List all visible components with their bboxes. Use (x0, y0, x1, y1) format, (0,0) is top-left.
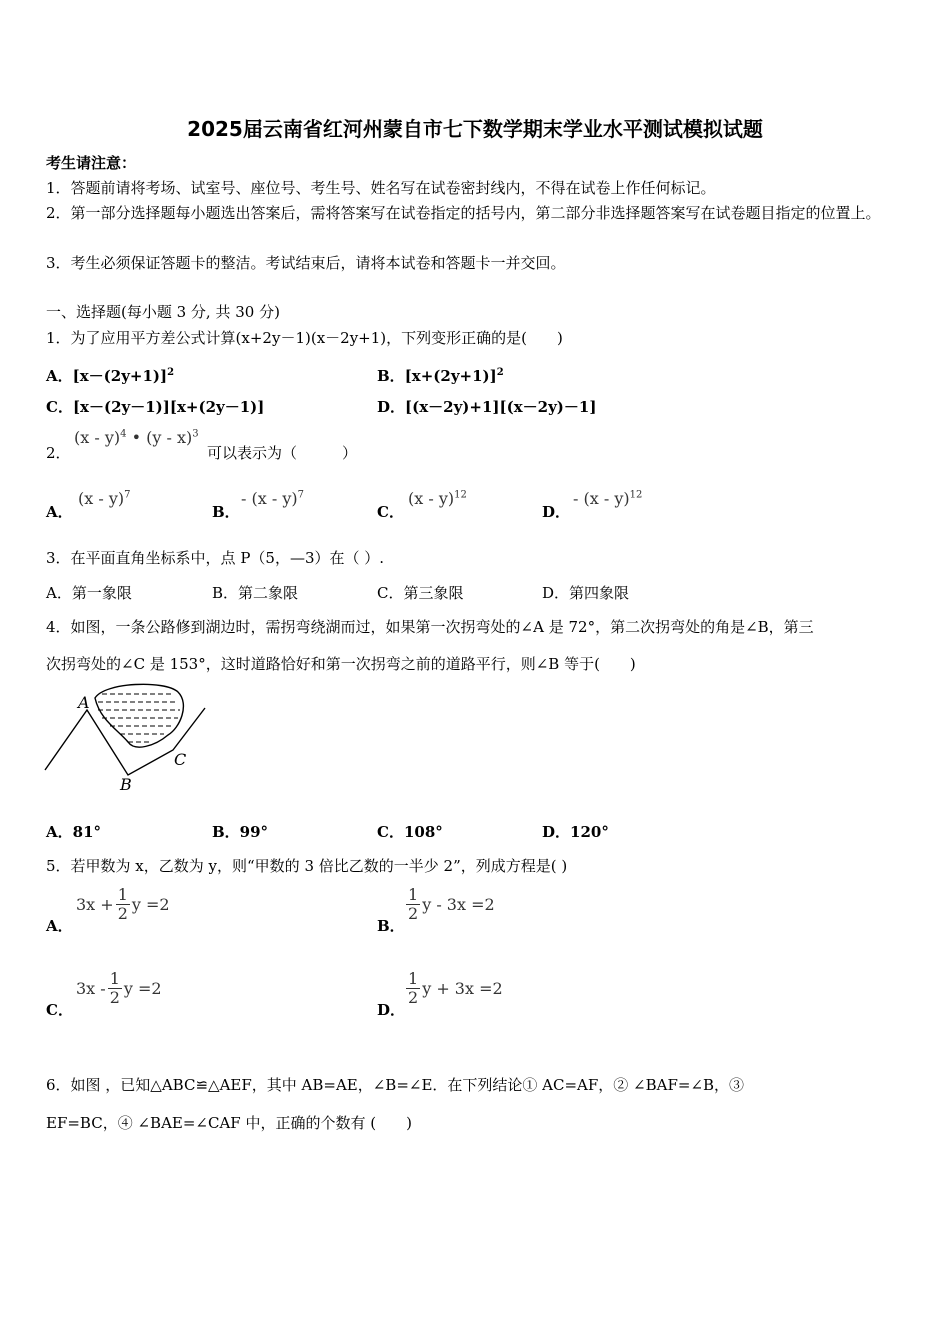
q3-option-b: B．第二象限 (212, 584, 299, 602)
notice-item-1: 1．答题前请将考场、试室号、座位号、考生号、姓名写在试卷密封线内，不得在试卷上作任何标记。 (46, 179, 716, 197)
q2-expression: (x - y)$^4$ • (y - x)$^3$ (74, 428, 199, 447)
q4-line-1: 4．如图，一条公路修到湖边时，需拐弯绕湖而过，如果第一次拐弯处的∠A 是 72°，第二次拐弯处的角是∠B，第三 (46, 618, 814, 636)
q2-label-d: D． (542, 503, 571, 521)
q6-line-1: 6．如图 ，已知△ABC≌△AEF，其中 AB=AE，∠B=∠E．在下列结论① AC=AF，② ∠BAF=∠B，③ (46, 1076, 745, 1094)
q2-label-b: B． (212, 503, 240, 521)
label-a: A (78, 693, 90, 712)
q1-option-c: C．[x－(2y－1)][x+(2y－1)] (46, 398, 265, 416)
q2-label-c: C． (377, 503, 404, 521)
q6-line-2: EF=BC，④ ∠BAE=∠CAF 中，正确的个数有 ( ) (46, 1114, 412, 1132)
label-c: C (174, 750, 187, 769)
q5-label-c: C． (46, 1001, 73, 1019)
q5-label-d: D． (377, 1001, 406, 1019)
notice-item-2: 2．第一部分选择题每小题选出答案后，需将答案写在试卷指定的括号内，第二部分非选择题答案写在试卷题目指定的位置上。 (46, 204, 881, 222)
q1-option-b: B．$[x+(2y+1)]^2$ (377, 367, 504, 385)
q2-number: 2． (46, 444, 71, 462)
q3-option-c: C．第三象限 (377, 584, 464, 602)
q2-option-b: - (x - y)$^7$ (241, 489, 304, 508)
q2-option-d: - (x - y)$^{12}$ (573, 489, 643, 508)
q5-option-c: 3x - $\frac{1}{2}$ y =2 (76, 969, 162, 1007)
q5-option-a: 3x + $\frac{1}{2}$ y =2 (76, 885, 170, 923)
q5-option-b: $\frac{1}{2}$ y - 3x =2 (408, 885, 495, 923)
notice-item-3: 3．考生必须保证答题卡的整洁。考试结束后，请将本试卷和答题卡一并交回。 (46, 254, 566, 272)
label-b: B (120, 775, 132, 794)
q5-option-d: $\frac{1}{2}$ y + 3x =2 (408, 969, 503, 1007)
q3-option-a: A．第一象限 (46, 584, 132, 602)
section-heading: 一、选择题(每小题 3 分, 共 30 分) (46, 303, 280, 321)
q1-option-a: A．$[x-(2y+1)]^2$ (46, 367, 175, 385)
q5-stem: 5．若甲数为 x，乙数为 y，则“甲数的 3 倍比乙数的一半少 2”，列成方程是( ) (46, 857, 568, 875)
page-title: 2025届云南省红河州蒙自市七下数学期末学业水平测试模拟试题 (187, 117, 763, 141)
q2-option-a: (x - y)$^7$ (78, 489, 131, 508)
q3-stem: 3．在平面直角坐标系中，点 P（5，—3）在（ ）. (46, 549, 385, 567)
q1-stem: 1．为了应用平方差公式计算(x+2y－1)(x－2y+1)，下列变形正确的是( ) (46, 329, 563, 347)
q5-label-b: B． (377, 917, 405, 935)
q4-option-a: A．81° (46, 823, 102, 841)
q4-option-c: C．108° (377, 823, 443, 841)
q4-option-b: B．99° (212, 823, 269, 841)
lake-road-diagram (40, 680, 220, 800)
q4-line-2: 次拐弯处的∠C 是 153°，这时道路恰好和第一次拐弯之前的道路平行，则∠B 等于( ) (46, 655, 636, 673)
q2-tail: 可以表示为（ ） (207, 444, 358, 462)
q2-option-c: (x - y)$^{12}$ (408, 489, 467, 508)
q4-option-d: D．120° (542, 823, 609, 841)
q2-label-a: A． (46, 503, 73, 521)
notice-heading: 考生请注意： (46, 154, 137, 172)
q5-label-a: A． (46, 917, 73, 935)
q1-option-d: D．[(x－2y)+1][(x－2y)－1] (377, 398, 597, 416)
q3-option-d: D．第四象限 (542, 584, 630, 602)
